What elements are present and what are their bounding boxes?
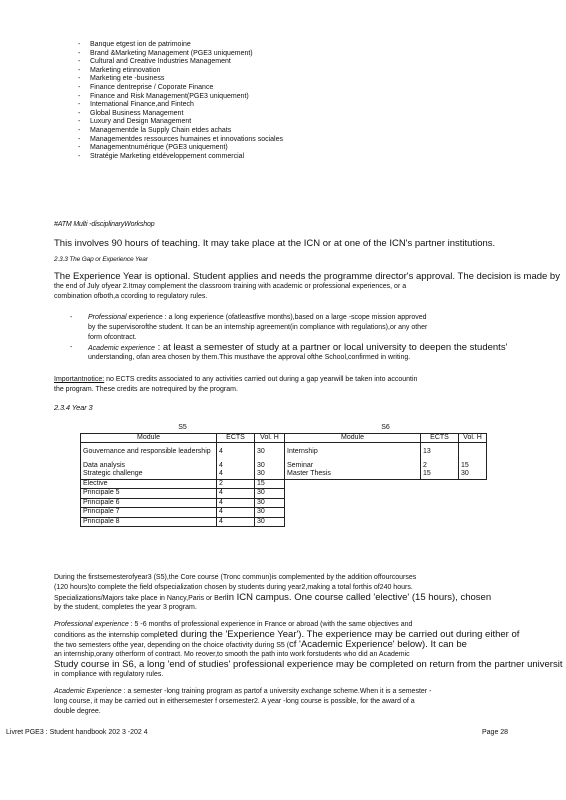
table-cell: 30 <box>255 462 285 471</box>
specialization-list <box>78 41 283 161</box>
table-cell: Seminar <box>285 462 421 471</box>
table-cell: 4 <box>217 470 255 479</box>
table-cell: 2 <box>217 479 255 489</box>
list-item: - Stratégie Marketing etdéveloppement commercial <box>78 153 283 162</box>
paragraph-line: During the firstsemesterofyear3 (S5),the Core course (Tronc commun)is complemented by the addition offourcourses <box>54 574 417 581</box>
paragraph-line: cf 'Academic Experience' below). It can be <box>289 639 467 650</box>
table-cell: 15 <box>459 462 487 471</box>
list-item: - Managementdes ressources humaines et innovations sociales <box>78 136 283 145</box>
table-cell: 30 <box>255 489 285 499</box>
notice-label: Importantnotice: <box>54 376 105 383</box>
list-item: - Luxury and Design Management <box>78 118 283 127</box>
academic-experience-item <box>70 343 564 363</box>
item-text: understanding, ofan area chosen by them.This musthave the approval ofthe School,confirmed in writing. <box>88 354 411 361</box>
col-module: Module <box>81 433 217 443</box>
table-cell: 30 <box>459 470 487 479</box>
table-cell: 30 <box>255 508 285 518</box>
atm-heading: #ATM Multi -disciplinaryWorkshop <box>54 221 155 228</box>
page-number: Page 28 <box>482 729 509 736</box>
paragraph-label: Professional experience <box>54 621 129 628</box>
list-item: - Finance and Risk Management(PGE3 uniquement) <box>78 93 283 102</box>
notice-text: the program. These credits are notrequired by the program. <box>54 386 238 393</box>
table-cell: 30 <box>255 470 285 479</box>
gap-heading: 2.3.3 The Gap or Experience Year <box>54 256 148 263</box>
paragraph-line: Study course in S6, a long 'end of studies' professional experience may be completed on return from the partner universit <box>54 659 563 670</box>
notice-text: no ECTS credits associated to any activities carried out during a gap yearwill be taken into accountin <box>104 376 418 383</box>
list-item: - Banque etgest ion de patrimoine <box>78 41 283 50</box>
table-cell: 2 <box>421 462 459 471</box>
table-cell: Gouvernance and responsible leadership <box>81 443 217 462</box>
col-vol: Vol. H <box>459 433 487 443</box>
paragraph-line: (120 hours)to complete the field ofspecialization chosen by students during year2,making a total forthis of240 hours. <box>54 584 413 591</box>
item-label: Academic experience <box>88 345 155 352</box>
list-item: - Global Business Management <box>78 110 283 119</box>
table-cell: Principale 5 <box>81 489 217 499</box>
table-cell: Data analysis <box>81 462 217 471</box>
paragraph-line: the two semesters ofthe year, depending on the choice ofactivity during S5 ( <box>54 642 290 649</box>
paragraph-label: Academic Experience <box>54 688 122 695</box>
table-cell: 4 <box>217 517 255 527</box>
year3-heading: 2.3.4 Year 3 <box>54 403 93 412</box>
table-cell: Master Thesis <box>285 470 421 479</box>
table-cell: 4 <box>217 462 255 471</box>
paragraph-line: by the student, completes the year 3 program. <box>54 604 197 611</box>
list-item: - Managementde la Supply Chain etdes achats <box>78 127 283 136</box>
table-cell: 4 <box>217 498 255 508</box>
paragraph-line: conditions as the internship compl <box>54 632 160 639</box>
col-ects: ECTS <box>217 433 255 443</box>
year3-table <box>80 424 487 527</box>
table-cell: Principale 8 <box>81 517 217 527</box>
footer-left: Livret PGE3 : Student handbook 202 3 -202 4 <box>6 729 148 736</box>
paragraph-line: an internship,orany otherform of contract. Mo reover,to smooth the path into work forstudents who did an Academic <box>54 651 410 658</box>
gap-intro-line: the end of July ofyear 2.Itmay complement the classroom training with academic or professional experiences, or a <box>54 283 407 290</box>
list-item: - Cultural and Creative Industries Management <box>78 58 283 67</box>
gap-options <box>70 313 564 363</box>
item-label: Professional <box>88 314 127 321</box>
table-cell: Internship <box>285 443 421 462</box>
col-ects: ECTS <box>421 433 459 443</box>
list-item: - Finance dentreprise / Coporate Finance <box>78 84 283 93</box>
list-item: - International Finance,and Fintech <box>78 101 283 110</box>
list-item: - Brand &Marketing Management (PGE3 uniquement) <box>78 50 283 59</box>
table-cell: 15 <box>421 470 459 479</box>
paragraph-line: : 5 -6 months of professional experience in France or abroad (with the same objectives and <box>128 621 413 628</box>
item-text: form ofcontract. <box>88 334 137 341</box>
paragraph-line: in ICN campus. One course called 'elective' (15 hours), chosen <box>226 592 492 603</box>
table-cell: 13 <box>421 443 459 462</box>
paragraph-line: : a semester -long training program as partof a university exchange scheme.When it is a semester - <box>121 688 432 695</box>
table-cell: 4 <box>217 443 255 462</box>
s6-label: S6 <box>285 424 487 433</box>
table-cell: Principale 7 <box>81 508 217 518</box>
paragraph-line: double degree. <box>54 708 101 715</box>
table-cell: 30 <box>255 443 285 462</box>
gap-intro <box>54 272 564 302</box>
gap-intro-line: combination ofboth,a ccording to regulatory rules. <box>54 293 208 300</box>
col-module: Module <box>285 433 421 443</box>
paragraph-line: Specializations/Majors take place in Nancy,Paris or Berl <box>54 595 227 602</box>
table-cell: 30 <box>255 498 285 508</box>
item-text: by the supervisorofthe student. It can be an internship agreement(in compliance with regulations),or any other <box>88 324 428 331</box>
academic-experience-paragraph <box>54 687 564 717</box>
paragraph-line: in compliance with regulatory rules. <box>54 671 164 678</box>
list-item: - Marketing etinnovation <box>78 67 283 76</box>
item-text: experience : a long experience (ofatleastfive months),based on a large -scope mission approved <box>126 314 427 321</box>
col-vol: Vol. H <box>255 433 285 443</box>
important-notice <box>54 375 564 395</box>
table-cell: 4 <box>217 489 255 499</box>
paragraph-line: eted during the 'Experience Year'). The experience may be carried out during either of <box>159 629 520 640</box>
paragraph-line: long course, it may be carried out in eithersemester f orsemester2. A year -long course is possible, for the award of a <box>54 698 415 705</box>
atm-body: This involves 90 hours of teaching. It may take place at the ICN or at one of the ICN's partner institutions. <box>54 238 496 249</box>
item-text: : at least a semester of study at a partner or local university to deepen the students' <box>154 342 508 353</box>
table-cell: 30 <box>255 517 285 527</box>
professional-experience-item <box>70 313 564 343</box>
s5-label: S5 <box>81 424 285 433</box>
gap-intro-line: The Experience Year is optional. Student applies and needs the programme director's approval. The decision is made by <box>54 271 560 282</box>
table-cell <box>459 443 487 462</box>
table-cell: Strategic challenge <box>81 470 217 479</box>
during-paragraph <box>54 573 564 613</box>
table-cell: Principale 6 <box>81 498 217 508</box>
table-cell: 4 <box>217 508 255 518</box>
table-cell: Elective <box>81 479 217 489</box>
list-item: - Marketing ete -business <box>78 75 283 84</box>
list-item: - Managementnumérique (PGE3 uniquement) <box>78 144 283 153</box>
professional-experience-paragraph <box>54 620 564 680</box>
table-cell: 15 <box>255 479 285 489</box>
